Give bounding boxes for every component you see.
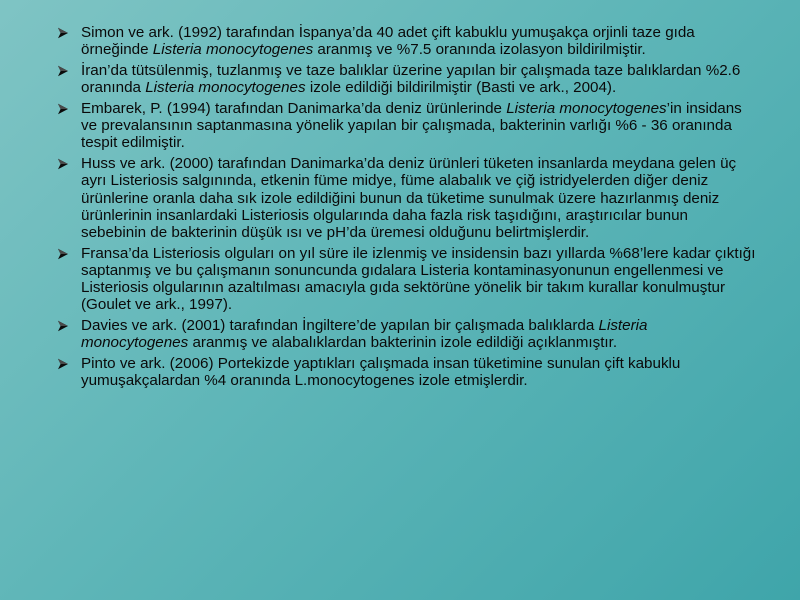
bullet-text: ’in insidans ve prevalansının saptanmasına yönelik yapılan bir çalışmada, bakterinin varlığı %6 - 36 oranında tespit edilmiştir. (81, 100, 742, 152)
arrowhead-bullet-icon (57, 320, 69, 332)
species-name-italic: Listeria monocytogenes (152, 41, 314, 59)
bullet-item (57, 24, 757, 58)
arrowhead-bullet-icon (57, 103, 69, 115)
arrowhead-bullet-icon (57, 27, 69, 39)
bullet-item (57, 155, 757, 241)
bullet-item (57, 100, 757, 152)
bullet-text: Davies ve ark. (2001) tarafından İngiltere’de yapılan bir çalışmada balıklarda (81, 317, 599, 335)
bullet-text: Huss ve ark. (2000) tarafından Danimarka’da deniz ürünleri tüketen insanlarda meydana gelen üç ayrı Listeriosis salgınında, etkenin füme midye, füme alabalık ve çiğ istridyelerden diğer deniz ürünlerine oranla daha sık izole edildiğini bunun da tüketime sunulmak üzere hazırlanmış deniz ürünlerinin insanlardaki Listeriosis olgularında daha fazla risk taşıdığını, araştırıcılar bunun sebebinin de bakterinin düşük ısı ve pH’da üremesi olduğunu belirtmişlerdir. (81, 155, 737, 242)
bullet-list (57, 24, 757, 393)
arrowhead-bullet-icon (57, 248, 69, 260)
bullet-item (57, 62, 757, 96)
bullet-item (57, 355, 757, 389)
bullet-text: aranmış ve alabalıklardan bakterinin izole edildiği açıklanmıştır. (188, 334, 618, 352)
bullet-text: Simon ve ark. (1992) tarafından İspanya’da 40 adet çift kabuklu yumuşakça orjinli taze gıda örneğinde (81, 24, 695, 59)
bullet-text: İran’da tütsülenmiş, tuzlanmış ve taze balıklar üzerine yapılan bir çalışmada taze balıklardan %2.6 oranında (81, 62, 741, 97)
species-name-italic: Listeria monocytogenes (145, 79, 306, 97)
arrowhead-bullet-icon (57, 65, 69, 77)
bullet-item (57, 317, 757, 351)
bullet-text: izole edildiği bildirilmiştir (Basti ve ark., 2004). (305, 79, 617, 97)
bullet-text: Pinto ve ark. (2006) Portekizde yaptıkları çalışmada insan tüketimine sunulan çift kabuklu yumuşakçalardan %4 oranında L.monocytogenes izole etmişlerdir. (81, 355, 681, 390)
bullet-text: Fransa’da Listeriosis olguları on yıl süre ile izlenmiş ve insidensin bazı yıllarda %68’lere kadar çıktığı saptanmış ve bu çalışmanın sonuncunda gıdalara Listeria kontaminasyonunun engellenmesi ve Listeriosis olgularının azaltılması amacıyla gıda sektörüne yönelik bir takım kurallar konulmuştur (Goulet ve ark., 1997). (81, 244, 756, 314)
arrowhead-bullet-icon (57, 358, 69, 370)
bullet-text: aranmış ve %7.5 oranında izolasyon bildirilmiştir. (313, 41, 646, 59)
species-name-italic: Listeria monocytogenes (506, 100, 667, 117)
species-name-italic: Listeria monocytogenes (81, 317, 648, 352)
bullet-text: Embarek, P. (1994) tarafından Danimarka’da deniz ürünlerinde (81, 100, 507, 117)
arrowhead-bullet-icon (57, 158, 69, 170)
bullet-item (57, 245, 757, 314)
